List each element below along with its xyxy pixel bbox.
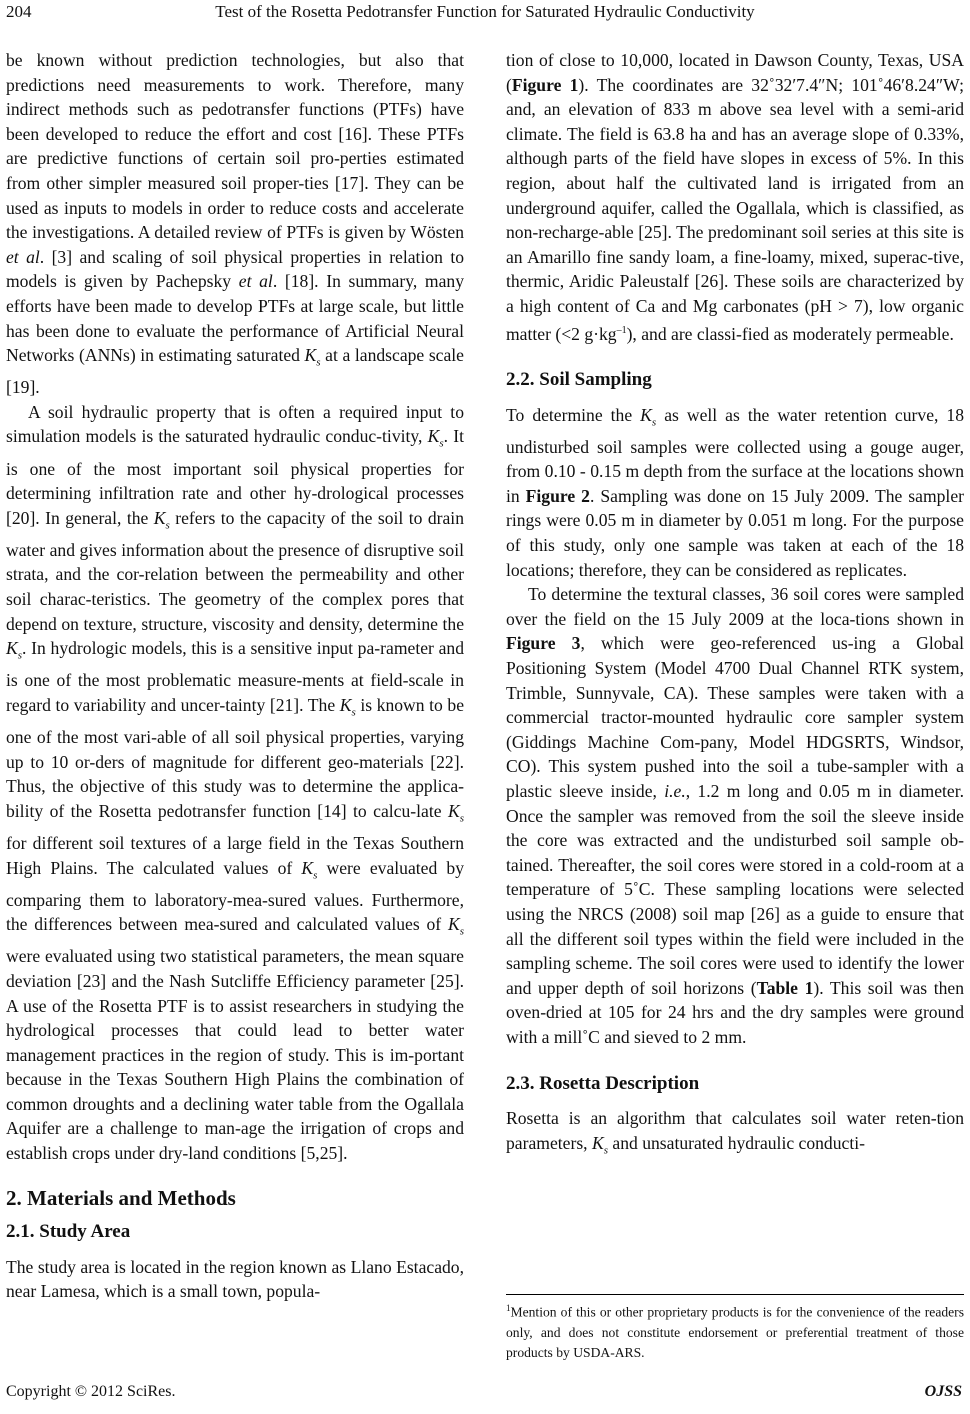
paragraph: be known without prediction technologies, but also that predictions need measurements to work. Therefore, many indirect methods such as pedotransfer functions (PTFs) have been developed to reduce the effort and cost [16]. These PTFs are predictive functions of certain soil pro-perties estimated from other simpler measured soil proper-ties [17]. They can be used as inputs to models in order to reduce costs and accelerate the investigations. A detailed review of PTFs is given by Wösten et al. [3] and scaling of soil physical properties in relation to models is given by Pachepsky et al. [18]. In summary, many efforts have been made to develop PTFs at large scale, but little has been done to evaluate the performance of Artificial Neural Networks (ANNs) in estimating saturated $K_s$ at a landscape scale [19]. (6, 50, 465, 398)
journal-abbrev: OJSS (924, 1383, 962, 1400)
running-title: Test of the Rosetta Pedotransfer Function for Saturated Hydraulic Conductivity (215, 2, 755, 21)
footnote-divider (506, 1294, 964, 1295)
table-reference[interactable]: Table 1 (756, 977, 814, 998)
footnote (506, 1298, 964, 1363)
page-number: 204 (6, 2, 32, 21)
paragraph: tion of close to 10,000, located in Dawson County, Texas, USA (Figure 1). The coordinates are 32˚32′7.4″N; 101˚46′8.24″W; and, an elevation of 833 m above sea level with a semi-arid climate. The field is 63.8 ha and has an average slope of 0.33%, although parts of the field have slopes in excess of 5%. In this region, about half the cultivated land is irrigated from an underground aquifer, called the Ogallala, which is classified, as non-recharge-able [25]. The predominant soil series at this site is an Amarillo fine sandy loam, a fine-loamy, mixed, superac-tive, thermic, Aridic Paleustalf [26]. These soils are characterized by a high content of Ca and Mg carbonates (pH > 7), low organic matter (<2 $g\cdot kg^{-1}$), and are classi-fied as moderately permeable. (506, 50, 964, 344)
paragraph: To determine the textural classes, 36 soil cores were sampled over the field on the 15 July 2009 at the loca-tions shown in Figure 3, which were geo-referenced us-ing a Global Positioning System (Model 4700 Dual Channel RTK system, Trimble, Sunnyvale, CA). These samples were taken with a commercial tractor-mounted hydraulic core sampler system (Giddings Machine Com-pany, Model HDGSRTS, Windsor, CO). This system pushed into the soil a tube-sampler with a plastic sleeve inside, i.e., 1.2 m long and 0.05 m in diameter. Once the sampler was removed from the soil the sleeve inside the core was extracted and the undisturbed soil sample ob-tained. Thereafter, the soil cores were stored in a cold-room at a temperature of 5˚C. These sampling locations were selected using the NRCS (2008) soil map [26] as a guide to ensure that all the different soil types within the field were included in the sampling scheme. The soil cores were used to identify the lower and upper depth of soil horizons (Table 1). This soil was then oven-dried at 105 for 24 hrs and the dry samples were ground with a mill˚C and sieved to 2 mm. (506, 584, 965, 1047)
section-heading: 2. Materials and Methods (6, 1185, 236, 1210)
figure-reference[interactable]: Figure 3 (506, 633, 581, 654)
subsection-heading: 2.3. Rosetta Description (506, 1072, 700, 1094)
paragraph: Rosetta is an algorithm that calculates soil water reten-tion parameters, $K_s$ and unsaturated hydraulic conducti- (506, 1108, 964, 1157)
right-column (506, 48, 964, 1163)
footnote-marker: 1 (506, 1303, 511, 1313)
copyright: Copyright © 2012 SciRes. (6, 1383, 176, 1400)
paragraph: A soil hydraulic property that is often a required input to simulation models is the saturated hydraulic conduc-tivity, $K_s$. It is one of the most important soil physical properties for determining infiltration rate and other hy-drological processes [20]. In general, the $K_s$ refers to the capacity of the soil to drain water and gives information about the presence of disruptive soil strata, and the cor-relation between the permeability and other soil charac-teristics. The geometry of the complex pores that depend on texture, structure, viscosity and density, determine the $K_s$. In hydrologic models, this is a sensitive input pa-rameter and is one of the most problematic measure-ments at field-scale in regard to variability and uncer-tainty [21]. The $K_s$ is known to be one of the most vari-able of all soil physical properties, varying up to 10 or-ders of magnitude for different geo-materials [22]. Thus, the objective of this study was to determine the applica-bility of the Rosetta pedotransfer function [14] to calcu-late $K_s$ for different soil textures of a large field in the Texas Southern High Plains. The calculated values of $K_s$ were evaluated by comparing them to laboratory-mea-sured values. Furthermore, the differences between mea-sured and calculated values of $K_s$ were evaluated using two statistical parameters, the mean square deviation [23] and the Nash Sutcliffe Efficiency parameter [25]. A use of the Rosetta PTF is to assist researchers in studying the hydrological processes that could lead to better water management practices in the region of study. This is im-portant because in the Texas Southern High Plains the combination of common droughts and a declining water table from the Ogallala Aquifer are a challenge to man-age the irrigation of crops and establish crops under dry-land conditions [5,25]. (6, 401, 465, 1164)
paragraph: The study area is located in the region known as Llano Estacado, near Lamesa, which is a small town, popula- (6, 1256, 464, 1302)
subsection-heading: 2.2. Soil Sampling (506, 368, 652, 390)
figure-reference[interactable]: Figure 2 (525, 485, 590, 506)
subsection-heading: 2.1. Study Area (6, 1221, 131, 1243)
page-header (0, 0, 970, 24)
figure-reference[interactable]: Figure 1 (511, 74, 579, 95)
footnote-text: Mention of this or other proprietary products is for the convenience of the readers only, and does not constitute endorsement or preferential treatment of those products by USDA-ARS. (506, 1304, 964, 1360)
left-column (6, 48, 464, 1304)
paragraph: To determine the $K_s$ as well as the water retention curve, 18 undisturbed soil samples were collected using a gouge auger, from 0.10 - 0.15 m depth from the surface at the locations shown in Figure 2. Sampling was done on 15 July 2009. The sampler rings were 0.05 m in diameter by 0.051 m long. For the purpose of this study, only one sample was taken at each of the 18 locations; therefore, they can be considered as replicates. (506, 404, 964, 580)
